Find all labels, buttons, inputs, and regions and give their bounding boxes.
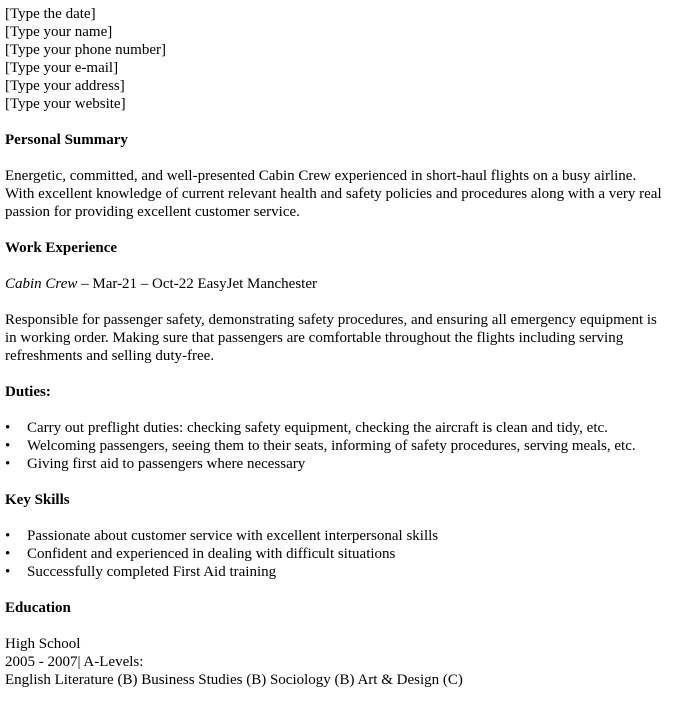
bullet-mark: • xyxy=(5,564,11,580)
duty-text: Welcoming passengers, seeing them to their seats, informing of safety procedures, serving meals, etc. xyxy=(27,438,636,454)
skill-text: Passionate about customer service with excellent interpersonal skills xyxy=(27,528,439,544)
summary-heading: Personal Summary xyxy=(5,132,128,148)
education-school: High School xyxy=(5,636,81,652)
duties-heading-block xyxy=(5,383,665,401)
contact-date[interactable]: [Type the date] xyxy=(5,6,96,22)
skills-list xyxy=(5,527,665,581)
duty-text: Carry out preflight duties: checking safety equipment, checking the aircraft is clean and tidy, etc. xyxy=(27,420,608,436)
bullet-mark: • xyxy=(5,528,11,544)
job-description: Responsible for passenger safety, demonstrating safety procedures, and ensuring all emergency equipment is in working order. Making sure that passengers are comfortable throughout the flights including serving refreshments and selling duty-free. xyxy=(5,312,657,364)
summary-heading-block xyxy=(5,131,665,149)
list-item xyxy=(5,545,665,563)
bullet-mark: • xyxy=(5,420,11,436)
contact-block xyxy=(5,5,665,113)
contact-phone[interactable]: [Type your phone number] xyxy=(5,42,166,58)
bullet-mark: • xyxy=(5,546,11,562)
skills-list-block xyxy=(5,527,665,581)
list-item xyxy=(5,527,665,545)
contact-name[interactable]: [Type your name] xyxy=(5,24,113,40)
bullet-mark: • xyxy=(5,456,11,472)
education-heading-block xyxy=(5,599,665,617)
skill-text: Successfully completed First Aid training xyxy=(27,564,277,580)
bullet-mark: • xyxy=(5,438,11,454)
summary-block xyxy=(5,167,665,221)
job-description-block xyxy=(5,311,665,365)
education-period: 2005 - 2007| A-Levels: xyxy=(5,654,144,670)
experience-heading: Work Experience xyxy=(5,240,118,256)
duties-heading: Duties: xyxy=(5,384,51,400)
contact-website[interactable]: [Type your website] xyxy=(5,96,126,112)
duties-list-block xyxy=(5,419,665,473)
skill-text: Confident and experienced in dealing with difficult situations xyxy=(27,546,396,562)
duty-text: Giving first aid to passengers where necessary xyxy=(27,456,306,472)
contact-address[interactable]: [Type your address] xyxy=(5,78,125,94)
list-item xyxy=(5,437,665,455)
list-item xyxy=(5,455,665,473)
contact-email[interactable]: [Type your e-mail] xyxy=(5,60,119,76)
summary-text: Energetic, committed, and well-presented Cabin Crew experienced in short-haul flights on a busy airline. With excellent knowledge of current relevant health and safety policies and procedures along with a very real passion for providing excellent customer service. xyxy=(5,168,662,220)
duties-list xyxy=(5,419,665,473)
job-title: Cabin Crew xyxy=(5,276,78,292)
job-details: – Mar-21 – Oct-22 EasyJet Manchester xyxy=(77,276,318,292)
education-block xyxy=(5,635,665,689)
list-item xyxy=(5,563,665,581)
skills-heading: Key Skills xyxy=(5,492,70,508)
experience-heading-block xyxy=(5,239,665,257)
job-line xyxy=(5,275,665,293)
education-heading: Education xyxy=(5,600,71,616)
education-subjects: English Literature (B) Business Studies (B) Sociology (B) Art & Design (C) xyxy=(5,672,463,688)
list-item xyxy=(5,419,665,437)
skills-heading-block xyxy=(5,491,665,509)
